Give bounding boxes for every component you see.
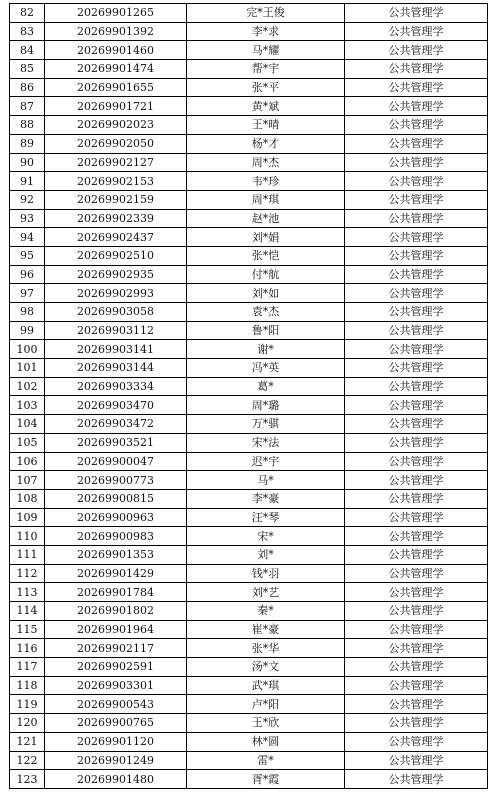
student-name-cell: 袁*杰 <box>187 303 345 322</box>
row-number-cell: 104 <box>10 415 45 434</box>
row-number-cell: 86 <box>10 78 45 97</box>
row-number-cell: 83 <box>10 22 45 41</box>
student-name-cell: 帮*宇 <box>187 60 345 79</box>
student-id-cell: 20269901721 <box>45 97 187 116</box>
major-cell: 公共管理学 <box>345 433 488 452</box>
student-id-cell: 20269901353 <box>45 545 187 564</box>
student-roster-table <box>9 3 488 789</box>
table-row <box>10 639 488 658</box>
table-row <box>10 732 488 751</box>
student-id-cell: 20269903470 <box>45 396 187 415</box>
major-cell: 公共管理学 <box>345 190 488 209</box>
student-id-cell: 20269901655 <box>45 78 187 97</box>
major-cell: 公共管理学 <box>345 564 488 583</box>
major-cell: 公共管理学 <box>345 639 488 658</box>
table-row <box>10 714 488 733</box>
student-id-cell: 20269900047 <box>45 452 187 471</box>
table-row <box>10 60 488 79</box>
row-number-cell: 120 <box>10 714 45 733</box>
table-row <box>10 153 488 172</box>
table-row <box>10 303 488 322</box>
row-number-cell: 82 <box>10 4 45 23</box>
table-row <box>10 134 488 153</box>
table-row <box>10 97 488 116</box>
row-number-cell: 119 <box>10 695 45 714</box>
major-cell: 公共管理学 <box>345 415 488 434</box>
row-number-cell: 93 <box>10 209 45 228</box>
student-name-cell: 汤*文 <box>187 658 345 677</box>
student-name-cell: 张*华 <box>187 639 345 658</box>
major-cell: 公共管理学 <box>345 695 488 714</box>
student-name-cell: 宋*法 <box>187 433 345 452</box>
row-number-cell: 103 <box>10 396 45 415</box>
major-cell: 公共管理学 <box>345 284 488 303</box>
row-number-cell: 96 <box>10 265 45 284</box>
student-id-cell: 20269901964 <box>45 620 187 639</box>
row-number-cell: 106 <box>10 452 45 471</box>
student-id-cell: 20269902023 <box>45 116 187 135</box>
student-id-cell: 20269900773 <box>45 471 187 490</box>
table-row <box>10 751 488 770</box>
table-row <box>10 770 488 789</box>
major-cell: 公共管理学 <box>345 676 488 695</box>
student-id-cell: 20269901784 <box>45 583 187 602</box>
student-name-cell: 周*琪 <box>187 190 345 209</box>
row-number-cell: 105 <box>10 433 45 452</box>
major-cell: 公共管理学 <box>345 246 488 265</box>
student-name-cell: 刘*娟 <box>187 228 345 247</box>
student-id-cell: 20269901249 <box>45 751 187 770</box>
student-name-cell: 迟*宇 <box>187 452 345 471</box>
row-number-cell: 95 <box>10 246 45 265</box>
student-id-cell: 20269903472 <box>45 415 187 434</box>
student-name-cell: 张*恺 <box>187 246 345 265</box>
row-number-cell: 89 <box>10 134 45 153</box>
row-number-cell: 109 <box>10 508 45 527</box>
major-cell: 公共管理学 <box>345 359 488 378</box>
student-id-cell: 20269901392 <box>45 22 187 41</box>
row-number-cell: 117 <box>10 658 45 677</box>
table-row <box>10 545 488 564</box>
table-row <box>10 228 488 247</box>
student-id-cell: 20269901265 <box>45 4 187 23</box>
table-row <box>10 246 488 265</box>
table-row <box>10 321 488 340</box>
table-row <box>10 41 488 60</box>
row-number-cell: 115 <box>10 620 45 639</box>
major-cell: 公共管理学 <box>345 60 488 79</box>
document-page <box>9 3 487 792</box>
table-row <box>10 452 488 471</box>
student-id-cell: 20269903334 <box>45 377 187 396</box>
table-row <box>10 172 488 191</box>
major-cell: 公共管理学 <box>345 770 488 789</box>
student-name-cell: 刘*艺 <box>187 583 345 602</box>
major-cell: 公共管理学 <box>345 321 488 340</box>
row-number-cell: 84 <box>10 41 45 60</box>
major-cell: 公共管理学 <box>345 209 488 228</box>
major-cell: 公共管理学 <box>345 602 488 621</box>
row-number-cell: 112 <box>10 564 45 583</box>
student-id-cell: 20269902591 <box>45 658 187 677</box>
student-name-cell: 王*欣 <box>187 714 345 733</box>
student-name-cell: 胥*霞 <box>187 770 345 789</box>
student-name-cell: 林*圆 <box>187 732 345 751</box>
student-name-cell: 武*琪 <box>187 676 345 695</box>
row-number-cell: 85 <box>10 60 45 79</box>
student-id-cell: 20269901480 <box>45 770 187 789</box>
row-number-cell: 97 <box>10 284 45 303</box>
student-name-cell: 付*航 <box>187 265 345 284</box>
student-name-cell: 汪*琴 <box>187 508 345 527</box>
major-cell: 公共管理学 <box>345 714 488 733</box>
student-id-cell: 20269902339 <box>45 209 187 228</box>
student-name-cell: 黄*斌 <box>187 97 345 116</box>
table-row <box>10 508 488 527</box>
student-name-cell: 张*平 <box>187 78 345 97</box>
major-cell: 公共管理学 <box>345 396 488 415</box>
student-id-cell: 20269902935 <box>45 265 187 284</box>
student-name-cell: 韦*珍 <box>187 172 345 191</box>
student-id-cell: 20269902153 <box>45 172 187 191</box>
student-name-cell: 马* <box>187 471 345 490</box>
student-name-cell: 钱*羽 <box>187 564 345 583</box>
student-id-cell: 20269903301 <box>45 676 187 695</box>
row-number-cell: 87 <box>10 97 45 116</box>
row-number-cell: 102 <box>10 377 45 396</box>
row-number-cell: 113 <box>10 583 45 602</box>
student-name-cell: 周*杰 <box>187 153 345 172</box>
table-row <box>10 4 488 23</box>
table-row <box>10 265 488 284</box>
table-row <box>10 415 488 434</box>
student-name-cell: 李*求 <box>187 22 345 41</box>
student-name-cell: 秦* <box>187 602 345 621</box>
row-number-cell: 92 <box>10 190 45 209</box>
student-name-cell: 宋* <box>187 527 345 546</box>
table-row <box>10 471 488 490</box>
student-id-cell: 20269901474 <box>45 60 187 79</box>
major-cell: 公共管理学 <box>345 620 488 639</box>
row-number-cell: 101 <box>10 359 45 378</box>
major-cell: 公共管理学 <box>345 508 488 527</box>
major-cell: 公共管理学 <box>345 751 488 770</box>
student-id-cell: 20269902437 <box>45 228 187 247</box>
student-name-cell: 杨*才 <box>187 134 345 153</box>
major-cell: 公共管理学 <box>345 134 488 153</box>
table-row <box>10 620 488 639</box>
major-cell: 公共管理学 <box>345 732 488 751</box>
student-id-cell: 20269900963 <box>45 508 187 527</box>
major-cell: 公共管理学 <box>345 527 488 546</box>
row-number-cell: 90 <box>10 153 45 172</box>
major-cell: 公共管理学 <box>345 4 488 23</box>
student-name-cell: 马*耀 <box>187 41 345 60</box>
student-id-cell: 20269900983 <box>45 527 187 546</box>
student-name-cell: 冯*英 <box>187 359 345 378</box>
table-row <box>10 396 488 415</box>
row-number-cell: 100 <box>10 340 45 359</box>
student-id-cell: 20269902117 <box>45 639 187 658</box>
student-name-cell: 卢*阳 <box>187 695 345 714</box>
major-cell: 公共管理学 <box>345 471 488 490</box>
major-cell: 公共管理学 <box>345 377 488 396</box>
student-id-cell: 20269901802 <box>45 602 187 621</box>
student-id-cell: 20269903144 <box>45 359 187 378</box>
student-id-cell: 20269901120 <box>45 732 187 751</box>
student-name-cell: 刘*如 <box>187 284 345 303</box>
table-row <box>10 340 488 359</box>
major-cell: 公共管理学 <box>345 583 488 602</box>
table-row <box>10 22 488 41</box>
table-row <box>10 433 488 452</box>
student-id-cell: 20269901429 <box>45 564 187 583</box>
student-name-cell: 谢* <box>187 340 345 359</box>
row-number-cell: 122 <box>10 751 45 770</box>
table-row <box>10 209 488 228</box>
major-cell: 公共管理学 <box>345 41 488 60</box>
student-name-cell: 李*豪 <box>187 489 345 508</box>
student-id-cell: 20269902127 <box>45 153 187 172</box>
row-number-cell: 110 <box>10 527 45 546</box>
major-cell: 公共管理学 <box>345 116 488 135</box>
row-number-cell: 99 <box>10 321 45 340</box>
table-row <box>10 377 488 396</box>
table-row <box>10 359 488 378</box>
student-id-cell: 20269900815 <box>45 489 187 508</box>
table-row <box>10 695 488 714</box>
table-row <box>10 583 488 602</box>
student-name-cell: 葛* <box>187 377 345 396</box>
table-row <box>10 527 488 546</box>
student-name-cell: 雷* <box>187 751 345 770</box>
major-cell: 公共管理学 <box>345 658 488 677</box>
table-row <box>10 116 488 135</box>
roster-table-body <box>10 4 488 789</box>
student-id-cell: 20269901460 <box>45 41 187 60</box>
student-id-cell: 20269900543 <box>45 695 187 714</box>
student-name-cell: 万*骐 <box>187 415 345 434</box>
row-number-cell: 108 <box>10 489 45 508</box>
row-number-cell: 121 <box>10 732 45 751</box>
student-id-cell: 20269903112 <box>45 321 187 340</box>
row-number-cell: 107 <box>10 471 45 490</box>
major-cell: 公共管理学 <box>345 97 488 116</box>
row-number-cell: 123 <box>10 770 45 789</box>
major-cell: 公共管理学 <box>345 172 488 191</box>
table-row <box>10 190 488 209</box>
major-cell: 公共管理学 <box>345 340 488 359</box>
student-id-cell: 20269902159 <box>45 190 187 209</box>
student-name-cell: 赵*池 <box>187 209 345 228</box>
major-cell: 公共管理学 <box>345 22 488 41</box>
student-id-cell: 20269903058 <box>45 303 187 322</box>
table-row <box>10 676 488 695</box>
student-id-cell: 20269903141 <box>45 340 187 359</box>
row-number-cell: 91 <box>10 172 45 191</box>
student-name-cell: 周*璐 <box>187 396 345 415</box>
row-number-cell: 111 <box>10 545 45 564</box>
student-id-cell: 20269902993 <box>45 284 187 303</box>
major-cell: 公共管理学 <box>345 452 488 471</box>
row-number-cell: 116 <box>10 639 45 658</box>
student-name-cell: 崔*豪 <box>187 620 345 639</box>
table-row <box>10 489 488 508</box>
row-number-cell: 114 <box>10 602 45 621</box>
major-cell: 公共管理学 <box>345 265 488 284</box>
major-cell: 公共管理学 <box>345 545 488 564</box>
student-id-cell: 20269902050 <box>45 134 187 153</box>
row-number-cell: 88 <box>10 116 45 135</box>
row-number-cell: 94 <box>10 228 45 247</box>
student-name-cell: 完*王俊 <box>187 4 345 23</box>
major-cell: 公共管理学 <box>345 153 488 172</box>
student-name-cell: 刘* <box>187 545 345 564</box>
table-row <box>10 658 488 677</box>
table-row <box>10 564 488 583</box>
table-row <box>10 78 488 97</box>
student-name-cell: 王*晴 <box>187 116 345 135</box>
student-name-cell: 鲁*阳 <box>187 321 345 340</box>
row-number-cell: 98 <box>10 303 45 322</box>
table-row <box>10 284 488 303</box>
major-cell: 公共管理学 <box>345 78 488 97</box>
major-cell: 公共管理学 <box>345 489 488 508</box>
student-id-cell: 20269900765 <box>45 714 187 733</box>
table-row <box>10 602 488 621</box>
student-id-cell: 20269902510 <box>45 246 187 265</box>
major-cell: 公共管理学 <box>345 303 488 322</box>
row-number-cell: 118 <box>10 676 45 695</box>
major-cell: 公共管理学 <box>345 228 488 247</box>
student-id-cell: 20269903521 <box>45 433 187 452</box>
